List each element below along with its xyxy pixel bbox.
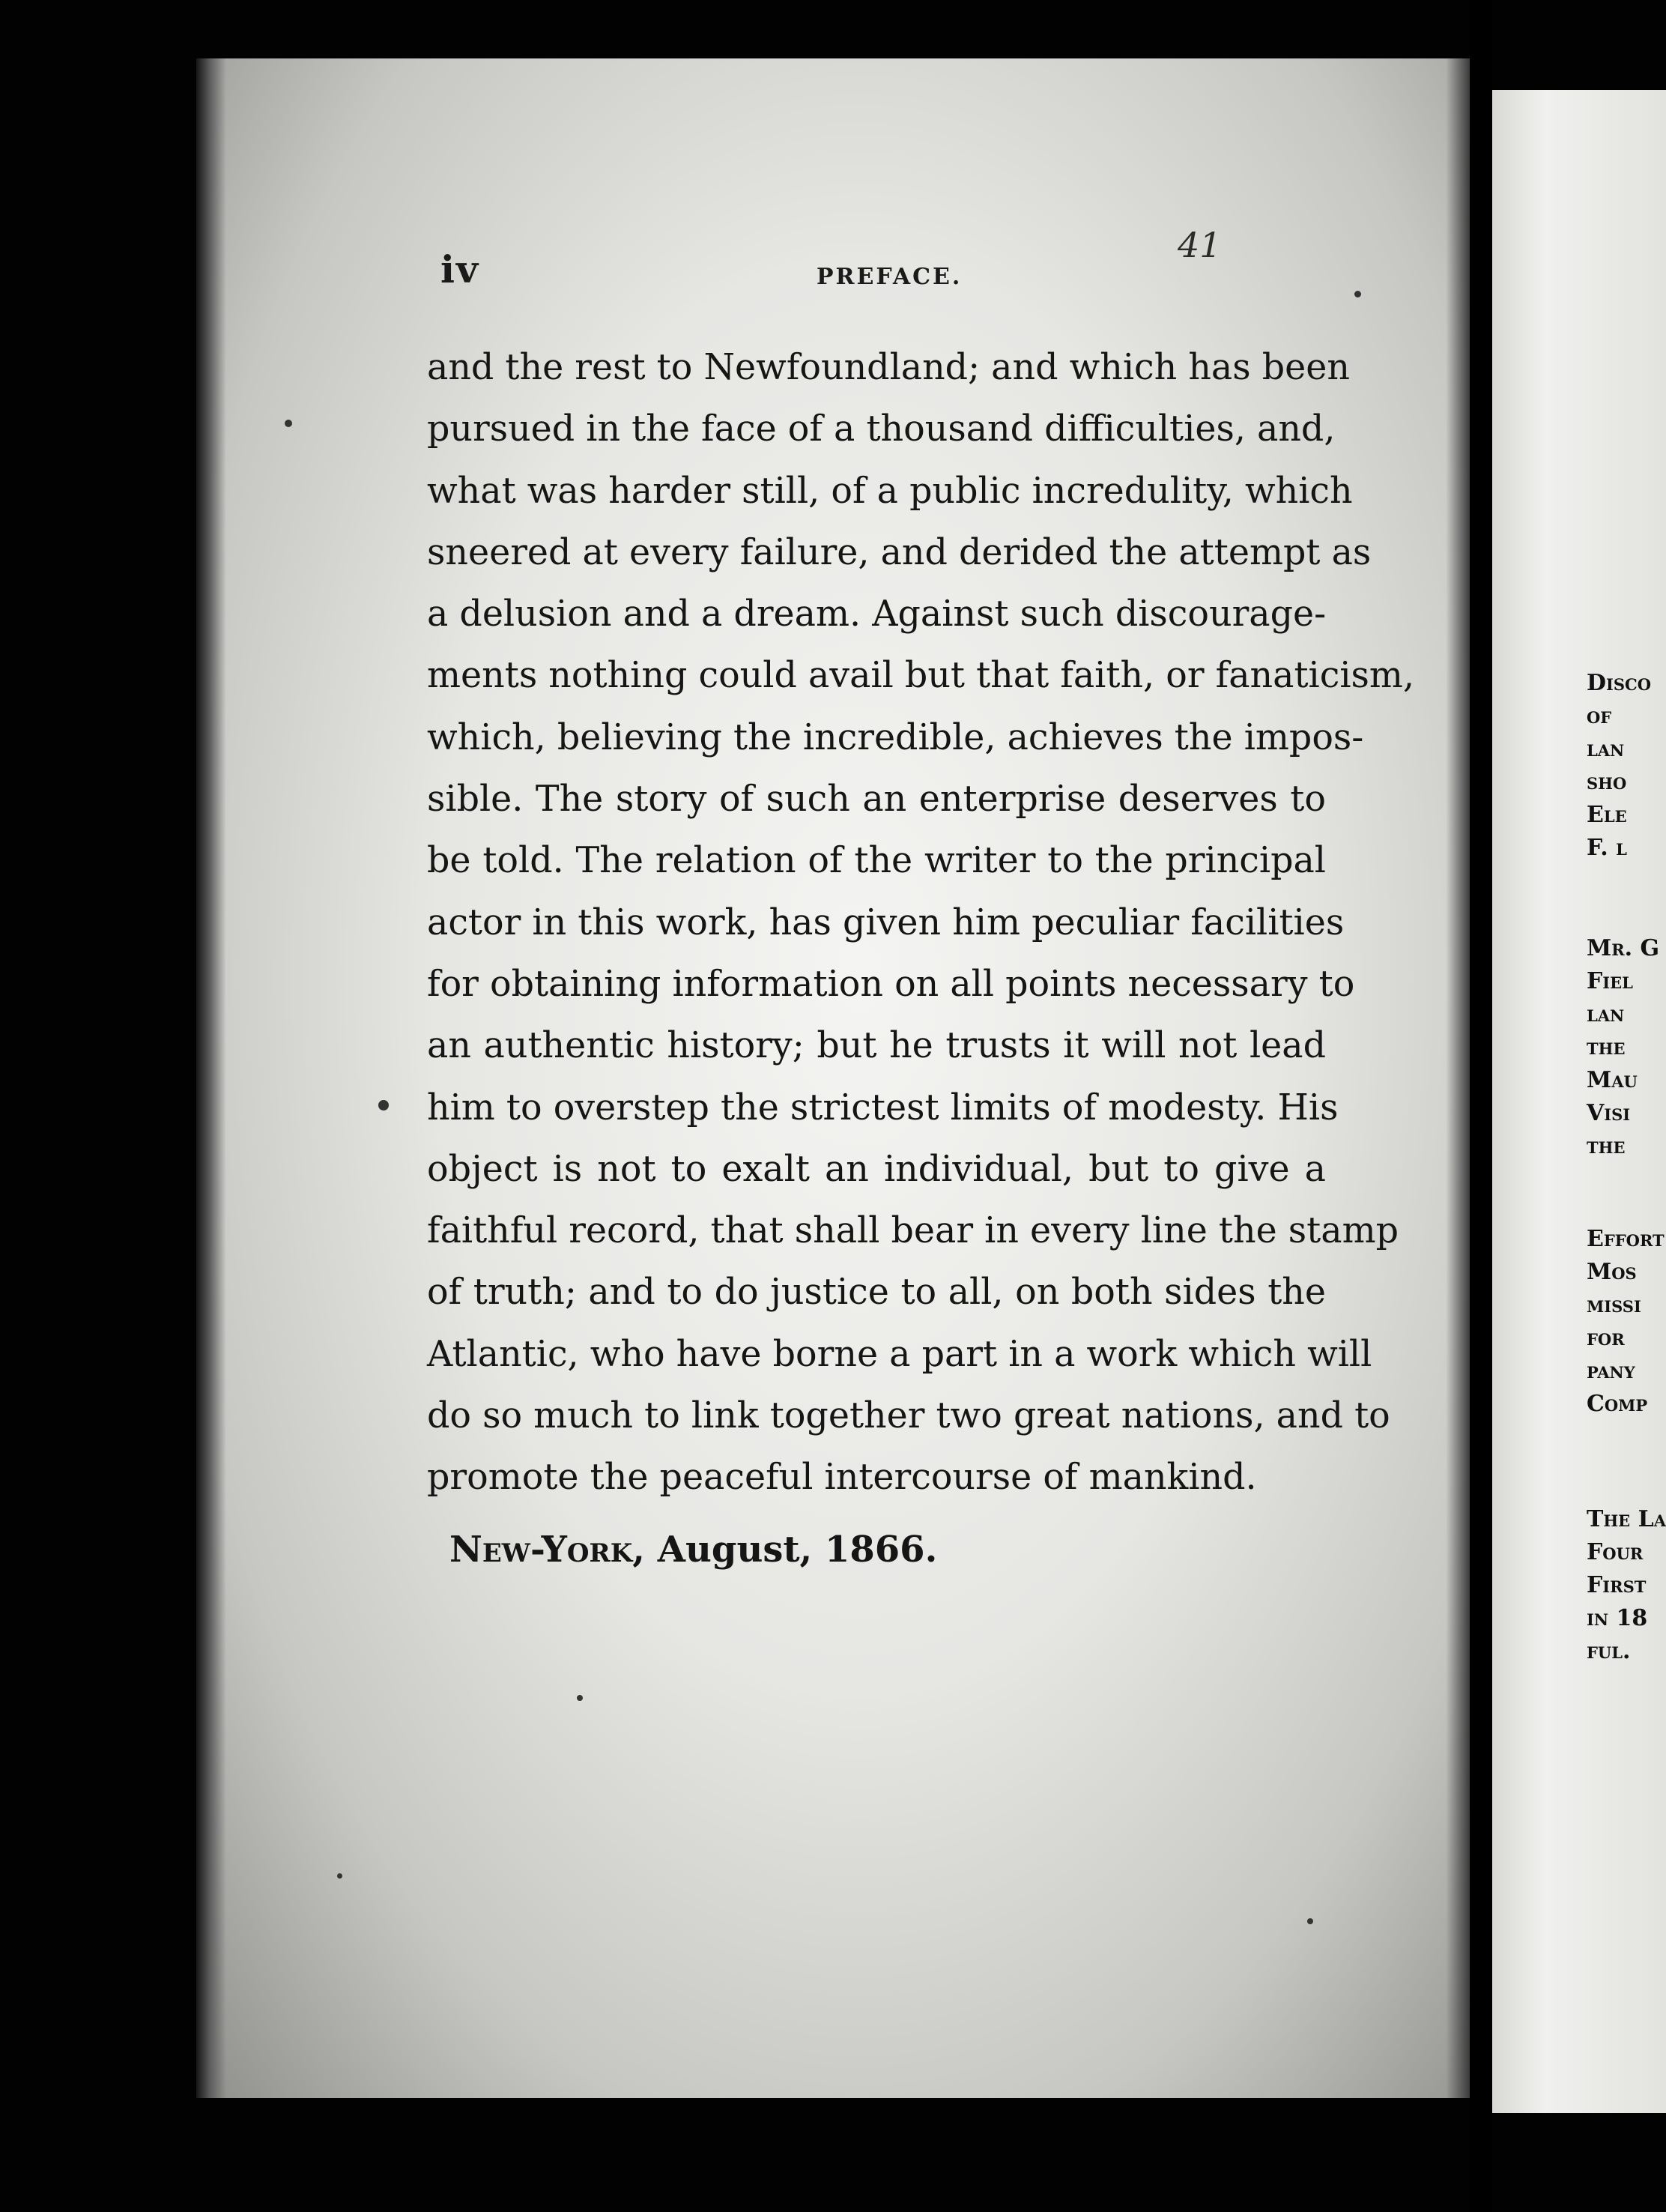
book-gutter xyxy=(1470,0,1492,2212)
facing-line: Fiel xyxy=(1587,968,1633,994)
facing-line: for xyxy=(1587,1325,1625,1351)
text-line: object is not to exalt an individual, but to give a xyxy=(427,1148,1326,1190)
facing-line: missi xyxy=(1587,1292,1641,1318)
text-line: him to overstep the strictest limits of modesty. His xyxy=(427,1087,1339,1128)
text-line: and the rest to Newfoundland; and which has been xyxy=(427,347,1350,388)
page-left-edge xyxy=(196,58,226,2098)
facing-line: The La xyxy=(1587,1506,1666,1532)
text-line: an authentic history; but he trusts it will not lead xyxy=(427,1025,1326,1067)
dateline xyxy=(449,1529,937,1571)
facing-line: of xyxy=(1587,703,1612,729)
facing-line: Mau xyxy=(1587,1067,1638,1093)
dust-speck xyxy=(577,1695,583,1701)
text-line: a delusion and a dream. Against such discourage- xyxy=(427,593,1327,635)
facing-line: Disco xyxy=(1587,670,1652,696)
running-title: PREFACE. xyxy=(817,264,963,290)
facing-line: sho xyxy=(1587,769,1627,795)
facing-page-text xyxy=(1587,667,1666,1668)
dateline-date: August, 1866. xyxy=(657,1529,938,1571)
preface-text xyxy=(427,337,1415,1509)
text-line: which, believing the incredible, achieves the impos- xyxy=(427,716,1364,758)
page-right-edge xyxy=(1446,58,1470,2098)
dust-speck xyxy=(378,1100,389,1110)
dateline-place: New-York, xyxy=(449,1529,646,1571)
text-line: for obtaining information on all points necessary to xyxy=(427,963,1355,1005)
text-line: sneered at every failure, and derided the attempt as xyxy=(427,531,1372,573)
handwritten-marginalia: 41 xyxy=(1178,225,1222,265)
text-line: of truth; and to do justice to all, on both sides the xyxy=(427,1272,1326,1314)
facing-line: Ele xyxy=(1587,802,1627,828)
text-line: actor in this work, has given him peculiar facilities xyxy=(427,901,1345,943)
facing-line: lan xyxy=(1587,1001,1625,1027)
page-number: iv xyxy=(440,247,480,291)
facing-line: lan xyxy=(1587,736,1625,762)
facing-line: Comp xyxy=(1587,1391,1648,1417)
facing-line: First xyxy=(1587,1572,1647,1598)
dust-speck xyxy=(1307,1918,1313,1924)
text-line: do so much to link together two great nations, and to xyxy=(427,1395,1390,1437)
facing-line: in 18 xyxy=(1587,1605,1648,1631)
facing-line: ful. xyxy=(1587,1638,1631,1664)
dust-speck xyxy=(1354,291,1361,297)
text-line: promote the peaceful intercourse of mankind. xyxy=(427,1457,1257,1499)
dust-speck xyxy=(337,1873,342,1879)
dust-speck xyxy=(285,420,292,427)
facing-line: Effort xyxy=(1587,1226,1665,1252)
text-line: Atlantic, who have borne a part in a work which will xyxy=(427,1333,1372,1375)
facing-line: Mos xyxy=(1587,1259,1637,1285)
facing-line: Visi xyxy=(1587,1100,1631,1126)
facing-line: pany xyxy=(1587,1358,1635,1384)
facing-line: Four xyxy=(1587,1539,1644,1565)
facing-line: Mr. G xyxy=(1587,935,1660,961)
facing-line: the xyxy=(1587,1133,1626,1159)
text-line: pursued in the face of a thousand difficulties, and, xyxy=(427,408,1336,450)
facing-line: F. l xyxy=(1587,835,1627,861)
text-line: faithful record, that shall bear in every line the stamp xyxy=(427,1210,1399,1252)
text-line: sible. The story of such an enterprise deserves to xyxy=(427,779,1326,821)
text-line: ments nothing could avail but that faith, or fanaticism, xyxy=(427,655,1415,697)
facing-line: the xyxy=(1587,1034,1626,1060)
text-line: be told. The relation of the writer to the principal xyxy=(427,840,1326,882)
text-line: what was harder still, of a public incredulity, which xyxy=(427,470,1353,512)
